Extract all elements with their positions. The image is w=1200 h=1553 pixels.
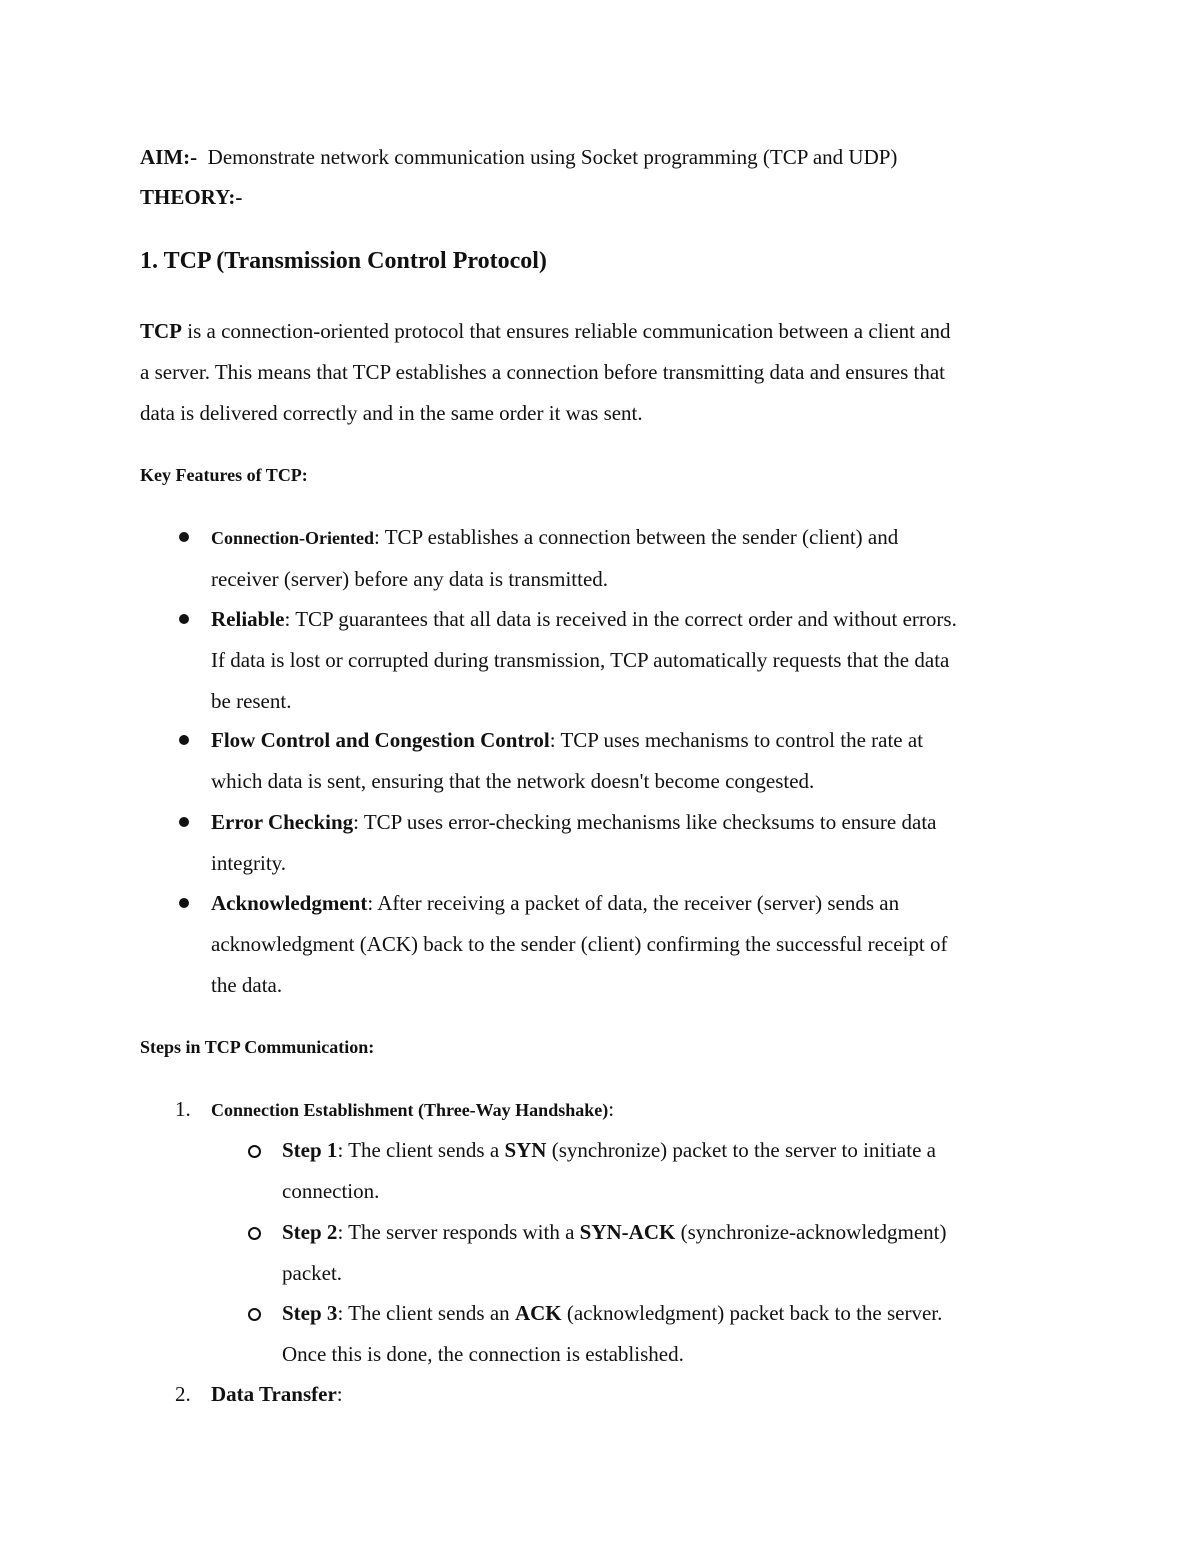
- theory-label: THEORY:-: [140, 185, 243, 209]
- substep-item-2: Step 2: The server responds with a SYN-ACK (synchronize-acknowledgment) packet.: [282, 1212, 1082, 1294]
- tcp-intro-paragraph: [140, 311, 1080, 434]
- feature-item-acknowledgment: Acknowledgment: After receiving a packet of data, the receiver (server) sends an acknowledgment (ACK) back to the sender (client) confirming the successful receipt of the data.: [211, 883, 1091, 1006]
- aim-label: AIM:-: [140, 145, 198, 169]
- feature-item-reliable: Reliable: TCP guarantees that all data is received in the correct order and without errors. If data is lost or corrupted during transmission, TCP automatically requests that the data be resent.: [211, 599, 1091, 722]
- list-number: 2.: [175, 1382, 191, 1406]
- feature-item-flow-control: Flow Control and Congestion Control: TCP uses mechanisms to control the rate at which data is sent, ensuring that the network doesn't become congested.: [211, 720, 1091, 802]
- aim-text: Demonstrate network communication using Socket programming (TCP and UDP): [207, 145, 898, 169]
- intro-line-1: TCP is a connection-oriented protocol that ensures reliable communication between a client and: [140, 319, 951, 343]
- intro-line-3: data is delivered correctly and in the same order it was sent.: [140, 401, 643, 425]
- step-item-connection-establishment: 1. Connection Establishment (Three-Way Handshake):: [211, 1089, 1091, 1131]
- intro-line-2: a server. This means that TCP establishes a connection before transmitting data and ensures that: [140, 360, 945, 384]
- bullet-icon: [179, 898, 189, 908]
- bullet-icon: [179, 735, 189, 745]
- hollow-bullet-icon: [248, 1308, 261, 1321]
- list-number: 1.: [175, 1097, 191, 1121]
- key-features-heading: Key Features of TCP:: [140, 465, 308, 485]
- feature-term: Flow Control and Congestion Control: [211, 728, 550, 752]
- hollow-bullet-icon: [248, 1145, 261, 1158]
- steps-heading: Steps in TCP Communication:: [140, 1037, 375, 1057]
- substep-item-3: Step 3: The client sends an ACK (acknowledgment) packet back to the server. Once this is done, the connection is established.: [282, 1293, 1082, 1375]
- substep-item-1: Step 1: The client sends a SYN (synchronize) packet to the server to initiate a connection.: [282, 1130, 1082, 1212]
- theory-line: [140, 177, 1080, 218]
- feature-term: Acknowledgment: [211, 891, 368, 915]
- bullet-icon: [179, 817, 189, 827]
- aim-line: [140, 137, 1080, 178]
- step-item-data-transfer: 2. Data Transfer:: [211, 1374, 1091, 1415]
- bullet-icon: [179, 532, 189, 542]
- step-term: Connection Establishment (Three-Way Handshake): [211, 1100, 609, 1120]
- feature-term: Connection-Oriented: [211, 528, 374, 548]
- section-heading-tcp: 1. TCP (Transmission Control Protocol): [140, 248, 547, 274]
- feature-item-error-checking: Error Checking: TCP uses error-checking mechanisms like checksums to ensure data integrity.: [211, 802, 1091, 884]
- step-term: Data Transfer: [211, 1382, 337, 1406]
- feature-term: Error Checking: [211, 810, 354, 834]
- feature-item-connection-oriented: Connection-Oriented: TCP establishes a connection between the sender (client) and receiver (server) before any data is transmitted.: [211, 517, 1091, 600]
- hollow-bullet-icon: [248, 1227, 261, 1240]
- feature-term: Reliable: [211, 607, 285, 631]
- intro-term: TCP: [140, 319, 182, 343]
- bullet-icon: [179, 614, 189, 624]
